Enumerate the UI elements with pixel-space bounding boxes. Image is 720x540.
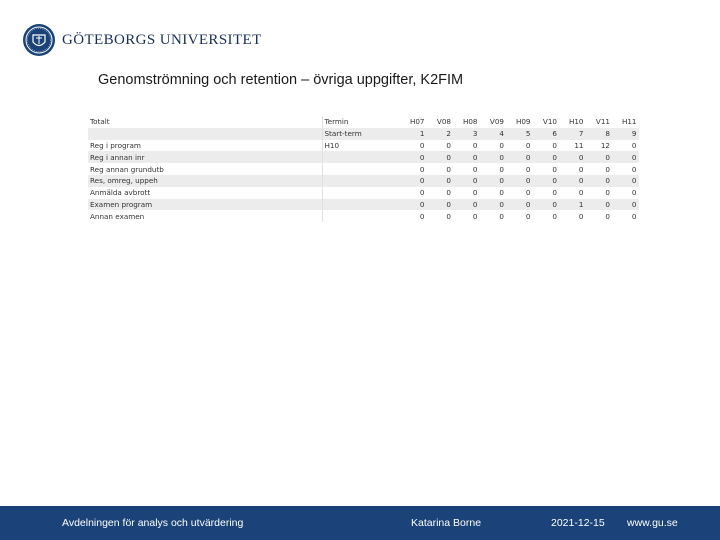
table-cell: 0 [586,199,613,211]
start-term-label: Start-term [322,128,400,140]
table-cell: 0 [559,151,586,163]
row-label: Res, omreg, uppeh [88,175,322,187]
table-cell: 0 [612,199,639,211]
table-cell: 0 [525,211,531,221]
table-cell: 0 [446,211,451,221]
table-cell: 0 [446,164,451,174]
table-row [88,175,639,187]
table-row [88,199,639,211]
row-label: Reg annan grundutb [90,164,164,174]
start-term-cell: 3 [453,128,480,140]
table-cell: 0 [552,164,557,174]
row-label: Annan examen [90,211,145,221]
table-header-row [88,116,639,128]
table-cell: 0 [533,151,560,163]
start-term-cell: 2 [427,128,454,140]
start-term-cell: 1 [400,128,427,140]
retention-table [88,116,639,222]
start-term-cell: 5 [506,128,533,140]
table-cell: 0 [472,164,478,174]
table-cell: 0 [419,211,425,221]
table-cell: 0 [612,175,639,187]
table-cell: 0 [506,199,533,211]
table-cell: 0 [578,188,584,198]
start-term-row [88,128,639,140]
table-cell: 0 [453,175,480,187]
table-cell: 0 [605,188,610,198]
total-label: Totalt [90,117,110,127]
empty-cell [88,128,322,140]
empty-cell [322,187,400,199]
table-cell: 0 [525,164,531,174]
empty-cell [322,199,400,211]
table-cell: 0 [499,140,504,150]
table-row [88,210,639,222]
university-name: GÖTEBORGS UNIVERSITET [62,31,262,48]
table-cell: 0 [631,164,637,174]
term-header-cell: V08 [436,117,451,127]
table-cell: 0 [586,151,613,163]
page-title: Genomströmning och retention – övriga uppgifter, K2FIM [98,72,464,88]
table-cell: 0 [419,188,425,198]
table-cell: 0 [605,164,610,174]
table-cell: 0 [453,199,480,211]
university-seal-icon [22,23,56,57]
footer-author: Katarina Borne [411,517,482,529]
start-term-cell: 6 [533,128,560,140]
table-row [88,151,639,163]
table-cell: 0 [480,151,507,163]
table-cell: 0 [586,175,613,187]
term-header-cell: V09 [489,117,504,127]
table-cell: 0 [446,140,451,150]
term-header-cell: H11 [621,117,637,127]
table-cell: 0 [480,199,507,211]
row-label: Examen program [88,199,322,211]
start-term-cell: 4 [480,128,507,140]
table-row [88,187,639,199]
table-cell: 0 [400,175,427,187]
term-header-cell: V11 [595,117,610,127]
table-cell: 0 [631,188,637,198]
table-cell: 0 [472,211,478,221]
table-cell: 0 [525,188,531,198]
table-cell: 0 [446,188,451,198]
table-cell: 0 [612,151,639,163]
table-cell: 0 [400,199,427,211]
table-cell: 0 [427,175,454,187]
term-header-cell: H08 [462,117,478,127]
term-header-cell: V10 [542,117,557,127]
table-cell: 0 [533,175,560,187]
table-cell: 0 [480,175,507,187]
table-cell: 0 [533,199,560,211]
table-cell: 0 [427,151,454,163]
table-cell: 0 [578,164,584,174]
table-row [88,140,639,152]
term-header-cell: H09 [515,117,531,127]
row-label: Reg i program [90,140,141,150]
table-cell: 0 [552,211,557,221]
empty-cell [322,175,400,187]
term-header-cell: H07 [409,117,425,127]
table-cell: 0 [605,211,610,221]
footer-website[interactable]: www.gu.se [627,517,678,529]
table-cell: 0 [631,211,637,221]
start-term-cell: 9 [612,128,639,140]
table-cell: 0 [453,151,480,163]
footer-department: Avdelningen för analys och utvärdering [62,517,244,529]
table-cell: 0 [631,140,637,150]
empty-cell [322,210,400,222]
table-cell: 0 [419,164,425,174]
term-label: Termin [322,116,400,128]
table-cell: 0 [578,211,584,221]
table-cell: 12 [600,140,610,150]
table-cell: 0 [499,211,504,221]
table-cell: 11 [574,140,584,150]
university-logo [22,20,262,60]
start-term-cell: 8 [586,128,613,140]
row-label: Anmälda avbrott [90,188,151,198]
table-cell: 0 [506,175,533,187]
table-cell: 0 [559,175,586,187]
table-cell: 0 [506,151,533,163]
footer-bar [0,506,720,540]
table-cell: 0 [552,140,557,150]
table-cell: 0 [499,188,504,198]
start-term-cell: 7 [559,128,586,140]
table-cell: 0 [400,151,427,163]
empty-cell [322,163,400,175]
table-cell: 0 [552,188,557,198]
term-header-cell: H10 [568,117,584,127]
footer-date: 2021-12-15 [551,517,605,529]
row-label: Reg i annan inr [88,151,322,163]
empty-cell [322,151,400,163]
table-cell: 0 [472,140,478,150]
cohort-label: H10 [322,140,400,152]
table-cell: 0 [499,164,504,174]
table-cell: 0 [472,188,478,198]
table-cell: 0 [419,140,425,150]
table-cell: 0 [427,199,454,211]
table-row [88,163,639,175]
table-cell: 1 [559,199,586,211]
table-cell: 0 [525,140,531,150]
